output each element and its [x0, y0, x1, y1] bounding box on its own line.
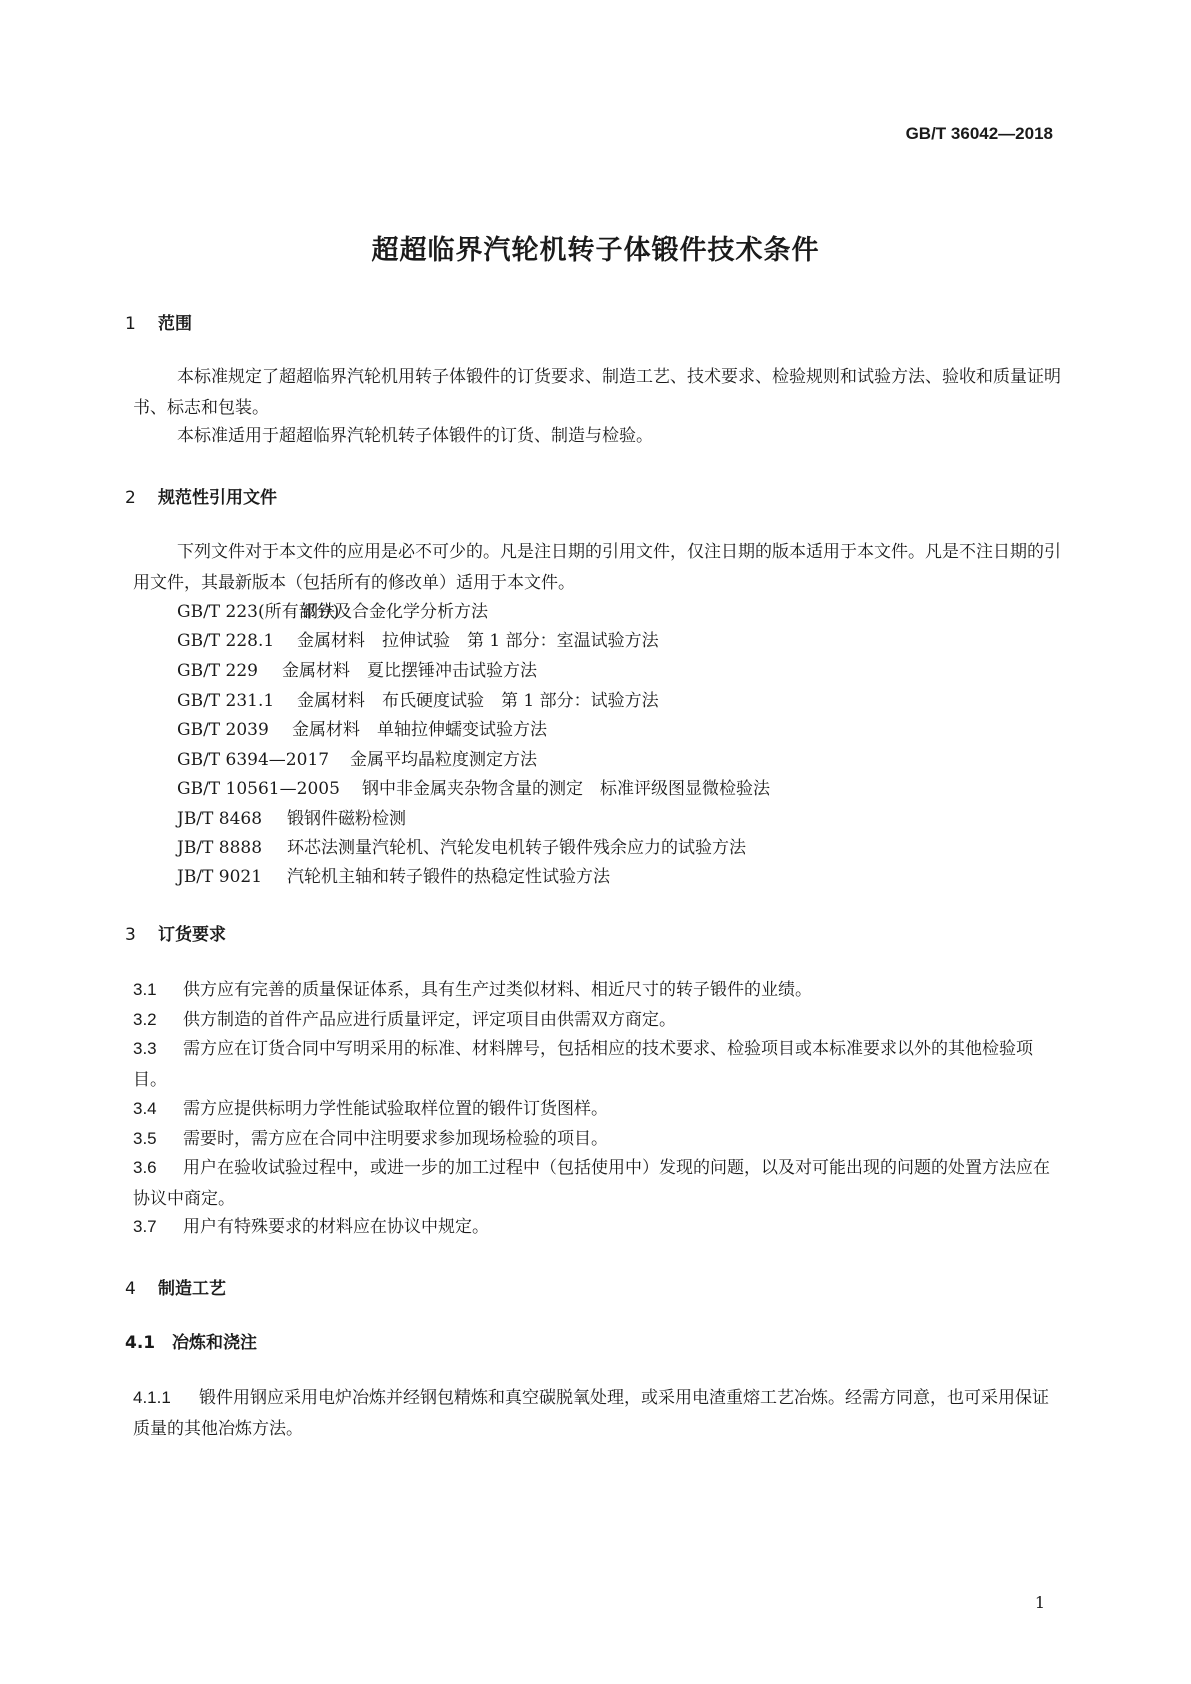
reference-item [177, 862, 610, 887]
section-1-heading [125, 309, 192, 334]
section-2-intro: 下列文件对于本文件的应用是必不可少的。凡是注日期的引用文件，仅注日期的版本适用于本文件。凡是不注日期的引用文件，其最新版本（包括所有的修改单）适用于本文件。 [133, 542, 1061, 593]
reference-code: GB/T 2039 [177, 720, 269, 740]
clause-3-4 [133, 1093, 1061, 1125]
clause-text: 需要时，需方应在合同中注明要求参加现场检验的项目。 [183, 1129, 608, 1149]
clause-number: 3.5 [133, 1129, 157, 1148]
reference-code: JB/T 8888 [177, 838, 263, 858]
reference-code: GB/T 223(所有部分) [177, 602, 340, 622]
section-number: 1 [125, 314, 136, 334]
clause-3-3 [133, 1033, 1061, 1096]
reference-code: GB/T 229 [177, 661, 258, 681]
reference-item [177, 686, 659, 711]
section-3-heading [125, 920, 226, 945]
section-1-paragraph-2: 本标准适用于超超临界汽轮机转子体锻件的订货、制造与检验。 [177, 426, 653, 446]
section-1-paragraph-1: 本标准规定了超超临界汽轮机用转子体锻件的订货要求、制造工艺、技术要求、检验规则和试验方法、验收和质量证明书、标志和包装。 [133, 367, 1061, 418]
section-number: 3 [125, 925, 136, 945]
reference-item [177, 774, 770, 799]
reference-title: 金属材料 拉伸试验 第 1 部分：室温试验方法 [297, 631, 659, 651]
clause-number: 3.4 [133, 1099, 157, 1118]
clause-text: 供方应有完善的质量保证体系，具有生产过类似材料、相近尺寸的转子锻件的业绩。 [183, 980, 812, 1000]
clause-4-1-1 [133, 1382, 1061, 1445]
clause-3-6 [133, 1152, 1061, 1215]
clause-number: 3.7 [133, 1217, 157, 1236]
page-number: 1 [1034, 1593, 1045, 1612]
reference-code: GB/T 10561—2005 [177, 779, 340, 799]
reference-title: 金属平均晶粒度测定方法 [350, 750, 537, 770]
reference-title: 锻钢件磁粉检测 [287, 809, 406, 829]
section-title: 规范性引用文件 [158, 488, 277, 508]
reference-title: 环芯法测量汽轮机、汽轮发电机转子锻件残余应力的试验方法 [287, 838, 746, 858]
reference-title: 金属材料 夏比摆锤冲击试验方法 [282, 661, 537, 681]
standard-code: GB/T 36042—2018 [905, 124, 1053, 143]
clause-3-1 [133, 974, 1061, 1006]
clause-number: 3.6 [133, 1158, 157, 1177]
clause-number: 3.3 [133, 1039, 157, 1058]
clause-3-5 [133, 1123, 1061, 1155]
reference-item [177, 715, 547, 740]
clause-text: 需方应在订货合同中写明采用的标准、材料牌号，包括相应的技术要求、检验项目或本标准要求以外的其他检验项目。 [133, 1039, 1033, 1090]
section-title: 范围 [158, 314, 192, 334]
reference-item [177, 626, 659, 651]
clause-3-7 [133, 1211, 1061, 1243]
clause-number: 3.1 [133, 980, 157, 999]
clause-number: 4.1.1 [133, 1388, 171, 1407]
clause-number: 3.2 [133, 1010, 157, 1029]
reference-title: 钢中非金属夹杂物含量的测定 标准评级图显微检验法 [362, 779, 770, 799]
section-title: 订货要求 [158, 925, 226, 945]
clause-text: 锻件用钢应采用电炉冶炼并经钢包精炼和真空碳脱氧处理，或采用电渣重熔工艺冶炼。经需方同意，也可采用保证质量的其他冶炼方法。 [133, 1388, 1049, 1439]
reference-title: 汽轮机主轴和转子锻件的热稳定性试验方法 [287, 867, 610, 887]
reference-code: GB/T 228.1 [177, 631, 275, 651]
section-number: 2 [125, 488, 136, 508]
clause-text: 用户有特殊要求的材料应在协议中规定。 [183, 1217, 489, 1237]
reference-item [177, 833, 746, 858]
section-4-heading [125, 1274, 226, 1299]
document-title: 超超临界汽轮机转子体锻件技术条件 [371, 235, 820, 266]
clause-text: 用户在验收试验过程中，或进一步的加工过程中（包括使用中）发现的问题，以及对可能出现的问题的处置方法应在协议中商定。 [133, 1158, 1050, 1209]
reference-item [177, 804, 406, 829]
section-2-heading [125, 483, 277, 508]
subsection-number: 4.1 [125, 1333, 156, 1353]
subsection-4-1-heading [125, 1328, 257, 1353]
reference-code: GB/T 231.1 [177, 691, 275, 711]
reference-title: 金属材料 单轴拉伸蠕变试验方法 [292, 720, 547, 740]
clause-text: 需方应提供标明力学性能试验取样位置的锻件订货图样。 [183, 1099, 608, 1119]
reference-item [177, 656, 537, 681]
reference-title: 钢铁及合金化学分析方法 [301, 602, 488, 622]
section-number: 4 [125, 1279, 136, 1299]
reference-item [177, 745, 537, 770]
reference-item [177, 597, 488, 622]
clause-3-2 [133, 1004, 1061, 1036]
reference-code: GB/T 6394—2017 [177, 750, 330, 770]
section-title: 制造工艺 [158, 1279, 226, 1299]
reference-title: 金属材料 布氏硬度试验 第 1 部分：试验方法 [297, 691, 659, 711]
reference-code: JB/T 9021 [177, 867, 263, 887]
clause-text: 供方制造的首件产品应进行质量评定，评定项目由供需双方商定。 [183, 1010, 676, 1030]
subsection-title: 冶炼和浇注 [172, 1333, 257, 1353]
reference-code: JB/T 8468 [177, 809, 263, 829]
